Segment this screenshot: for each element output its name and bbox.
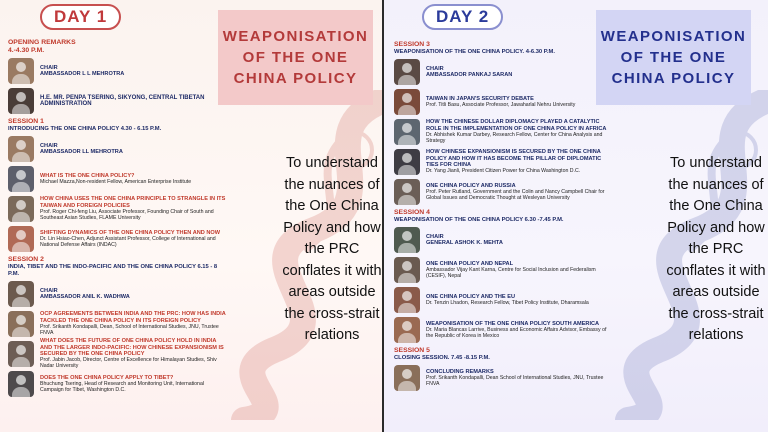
avatar bbox=[394, 149, 420, 175]
talk-row: DOES THE ONE CHINA POLICY APPLY TO TIBET? Bhuchung Tsering, Head of Research and Monitoring Unit, International Campaign for Tibet, Washington D.C. bbox=[8, 370, 228, 398]
avatar bbox=[8, 136, 34, 162]
talk-row: WHAT DOES THE FUTURE OF ONE CHINA POLICY HOLD IN INDIA AND THE LARGER INDO-PACIFIC: HOW CHINESE EXPANSIONISM IS SECURED BY THE ONE CHINA POLICY Prof. Jabin Jacob, Director, Centre of Excellence for Himalayan Studies, Shiv Nadar University bbox=[8, 340, 228, 368]
avatar bbox=[8, 196, 34, 222]
avatar bbox=[8, 88, 34, 114]
day-badge: DAY 1 bbox=[40, 4, 121, 30]
session-3-header: SESSION 3 WEAPONISATION OF THE ONE CHINA POLICY. 4-6.30 P.M. bbox=[394, 41, 555, 55]
talk-row: HOW THE CHINESE DOLLAR DIPLOMACY PLAYED A CATALYTIC ROLE IN THE IMPLEMENTATION OF ONE CHINA POLICY IN AFRICA Dr. Abhishek Kumar Darbey, Research Fellow, Center for China Analysis and Strategy bbox=[394, 118, 614, 146]
avatar bbox=[8, 166, 34, 192]
chair-row: CHAIR AMBASSADOR LL MEHROTRA bbox=[8, 135, 228, 163]
day1-schedule bbox=[8, 36, 228, 400]
avatar bbox=[8, 341, 34, 367]
event-title: WEAPONISATION OF THE ONE CHINA POLICY bbox=[596, 10, 751, 105]
talk-row: ONE CHINA POLICY AND RUSSIA Prof. Peter Rutland, Government and the Colin and Nancy Campbell Chair for Global Issues and Democratic Thought at Wesleyan University bbox=[394, 178, 614, 206]
session-1-header: SESSION 1 INTRODUCING THE ONE CHINA POLICY 4.30 - 6.15 P.M. bbox=[8, 118, 162, 132]
avatar bbox=[394, 59, 420, 85]
avatar bbox=[394, 257, 420, 283]
avatar bbox=[8, 371, 34, 397]
avatar bbox=[394, 179, 420, 205]
tagline: To understand the nuances of the One China Policy and how the PRC conflates it with areas outside the cross-strait relations bbox=[282, 155, 382, 343]
talk-row: OCP AGREEMENTS BETWEEN INDIA AND THE PRC: HOW HAS INDIA TACKLED THE ONE CHINA POLICY IN ITS FOREIGN POLICY Prof. Srikanth Kondapalli, Dean, School of International Studies, JNU, Trustee FNVA bbox=[8, 310, 228, 338]
talk-row: CONCLUDING REMARKS Prof. Srikanth Kondapalli, Dean School of International Studies, JNU, Trustee FNVA bbox=[394, 364, 614, 392]
talk-row: ONE CHINA POLICY AND THE EU Dr. Tenzin Lhadon, Research Fellow, Tibet Policy Institute, Dharamsala bbox=[394, 286, 614, 314]
talk-row: SHIFTING DYNAMICS OF THE ONE CHINA POLICY THEN AND NOW Dr. Lin Hsiao-Chen, Adjunct Assistant Professor, College of International and National Defense Affairs (INDAC) bbox=[8, 225, 228, 253]
avatar bbox=[8, 58, 34, 84]
chair-row: CHAIR AMBASSADOR ANIL K. WADHWA bbox=[8, 280, 228, 308]
day2-schedule bbox=[394, 38, 614, 394]
opening-remarks: OPENING REMARKS 4.-4.30 P.M. bbox=[8, 39, 76, 54]
session-5-header: SESSION 5 CLOSING SESSION. 7.45 -8.15 P.M. bbox=[394, 347, 490, 361]
avatar bbox=[394, 119, 420, 145]
avatar bbox=[394, 89, 420, 115]
avatar bbox=[8, 311, 34, 337]
avatar bbox=[394, 287, 420, 313]
talk-row: ONE CHINA POLICY AND NEPAL Ambassador Vijay Kant Karna, Centre for Social Inclusion and Federalism (CESIF), Nepal bbox=[394, 256, 614, 284]
avatar bbox=[394, 317, 420, 343]
day2-panel bbox=[384, 0, 768, 432]
chair-row: CHAIR GENERAL ASHOK K. MEHTA bbox=[394, 226, 614, 254]
chair-row: CHAIR AMBASSADOR L L MEHROTRA bbox=[8, 57, 228, 85]
guest-row: H.E. MR. PENPA TSERING, SIKYONG, CENTRAL TIBETAN ADMINISTRATION bbox=[8, 87, 228, 115]
tagline: To understand the nuances of the One China Policy and how the PRC conflates it with areas outside the cross-strait relations bbox=[666, 155, 766, 343]
session-4-header: SESSION 4 WEAPONISATION OF THE ONE CHINA POLICY 6.30 -7.45 P.M. bbox=[394, 209, 564, 223]
event-title: WEAPONISATION OF THE ONE CHINA POLICY bbox=[218, 10, 373, 105]
avatar bbox=[394, 227, 420, 253]
avatar bbox=[394, 365, 420, 391]
session-2-header: SESSION 2 INDIA, TIBET AND THE INDO-PACIFIC AND THE ONE CHINA POLICY 6.15 - 8 P.M. bbox=[8, 256, 218, 277]
day-badge: DAY 2 bbox=[422, 4, 503, 30]
talk-row: HOW CHINA USES THE ONE CHINA PRINCIPLE TO STRANGLE IN ITS TAIWAN AND FOREIGN POLICIES Prof. Roger Chi-feng Liu, Associate Professor, Founding Chair of South and Southeast Asian Studies, FLAME University bbox=[8, 195, 228, 223]
talk-row: HOW CHINESE EXPANSIONISM IS SECURED BY THE ONE CHINA POLICY AND HOW IT HAS BECOME THE PILLAR OF DIPLOMATIC TIES FOR CHINA Dr. Yang Jianli, President Citizen Power for China Washington D.C. bbox=[394, 148, 614, 176]
avatar bbox=[8, 281, 34, 307]
chair-row: CHAIR AMBASSADOR PANKAJ SARAN bbox=[394, 58, 614, 86]
avatar bbox=[8, 226, 34, 252]
talk-row: TAIWAN IN JAPAN'S SECURITY DEBATE Prof. Titli Basu, Associate Professor, Jawaharlal Nehru University bbox=[394, 88, 614, 116]
talk-row: WEAPONISATION OF THE ONE CHINA POLICY SOUTH AMERICA Dr. Maria Blancas Larrive, Business and Economic Affairs Advisor, Embassy of the Republic of Korea in Mexico bbox=[394, 316, 614, 344]
talk-row: WHAT IS THE ONE CHINA POLICY? Michael Mazza,Non-resident Fellow, American Enterprise Institute bbox=[8, 165, 228, 193]
